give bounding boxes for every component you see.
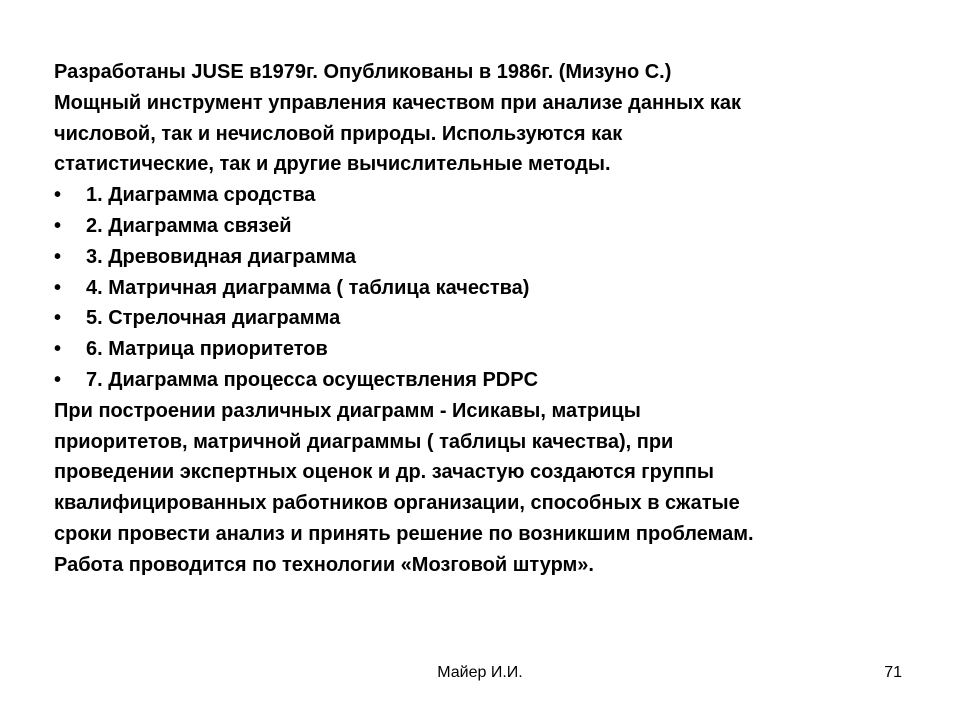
bullet-icon: • bbox=[54, 245, 62, 268]
list-item-label: 5. Стрелочная диаграмма bbox=[86, 307, 341, 330]
list-item bbox=[54, 303, 934, 334]
list-item bbox=[54, 180, 934, 211]
bullet-icon: • bbox=[54, 184, 62, 207]
list-item bbox=[54, 365, 934, 396]
bullet-icon: • bbox=[54, 214, 62, 237]
list-item-label: 2. Диаграмма связей bbox=[86, 214, 292, 237]
intro-paragraph bbox=[54, 57, 934, 180]
list-item bbox=[54, 334, 934, 365]
intro-line: статистические, так и другие вычислительные методы. bbox=[54, 153, 611, 176]
closing-line: приоритетов, матричной диаграммы ( таблицы качества), при bbox=[54, 430, 674, 453]
list-item-label: 3. Древовидная диаграмма bbox=[86, 245, 357, 268]
list-item-label: 7. Диаграмма процесса осуществления PDPC bbox=[86, 368, 539, 391]
bullet-icon: • bbox=[54, 368, 62, 391]
intro-line: Мощный инструмент управления качеством при анализе данных как bbox=[54, 91, 742, 114]
intro-line: числовой, так и нечисловой природы. Используются как bbox=[54, 122, 623, 145]
list-item bbox=[54, 273, 934, 304]
footer-author: Майер И.И. bbox=[437, 664, 523, 681]
bullet-icon: • bbox=[54, 338, 62, 361]
closing-line: сроки провести анализ и принять решение по возникшим проблемам. bbox=[54, 522, 754, 545]
closing-line: При построении различных диаграмм - Исикавы, матрицы bbox=[54, 399, 641, 422]
intro-line: Разработаны JUSE в1979г. Опубликованы в 1986г. (Мизуно С.) bbox=[54, 61, 672, 83]
bullet-icon: • bbox=[54, 307, 62, 330]
closing-line: Работа проводится по технологии «Мозговой штурм». bbox=[54, 553, 594, 576]
page-number: 71 bbox=[884, 664, 902, 681]
diagram-list bbox=[54, 180, 934, 396]
list-item-label: 1. Диаграмма сродства bbox=[86, 184, 316, 207]
list-item bbox=[54, 242, 934, 273]
list-item-label: 6. Матрица приоритетов bbox=[86, 338, 328, 361]
closing-paragraph bbox=[54, 396, 934, 581]
closing-line: проведении экспертных оценок и др. зачастую создаются группы bbox=[54, 461, 714, 484]
slide-body bbox=[54, 57, 934, 581]
closing-line: квалифицированных работников организации, способных в сжатые bbox=[54, 492, 740, 515]
bullet-icon: • bbox=[54, 276, 62, 299]
list-item bbox=[54, 211, 934, 242]
list-item-label: 4. Матричная диаграмма ( таблица качества) bbox=[86, 276, 530, 299]
